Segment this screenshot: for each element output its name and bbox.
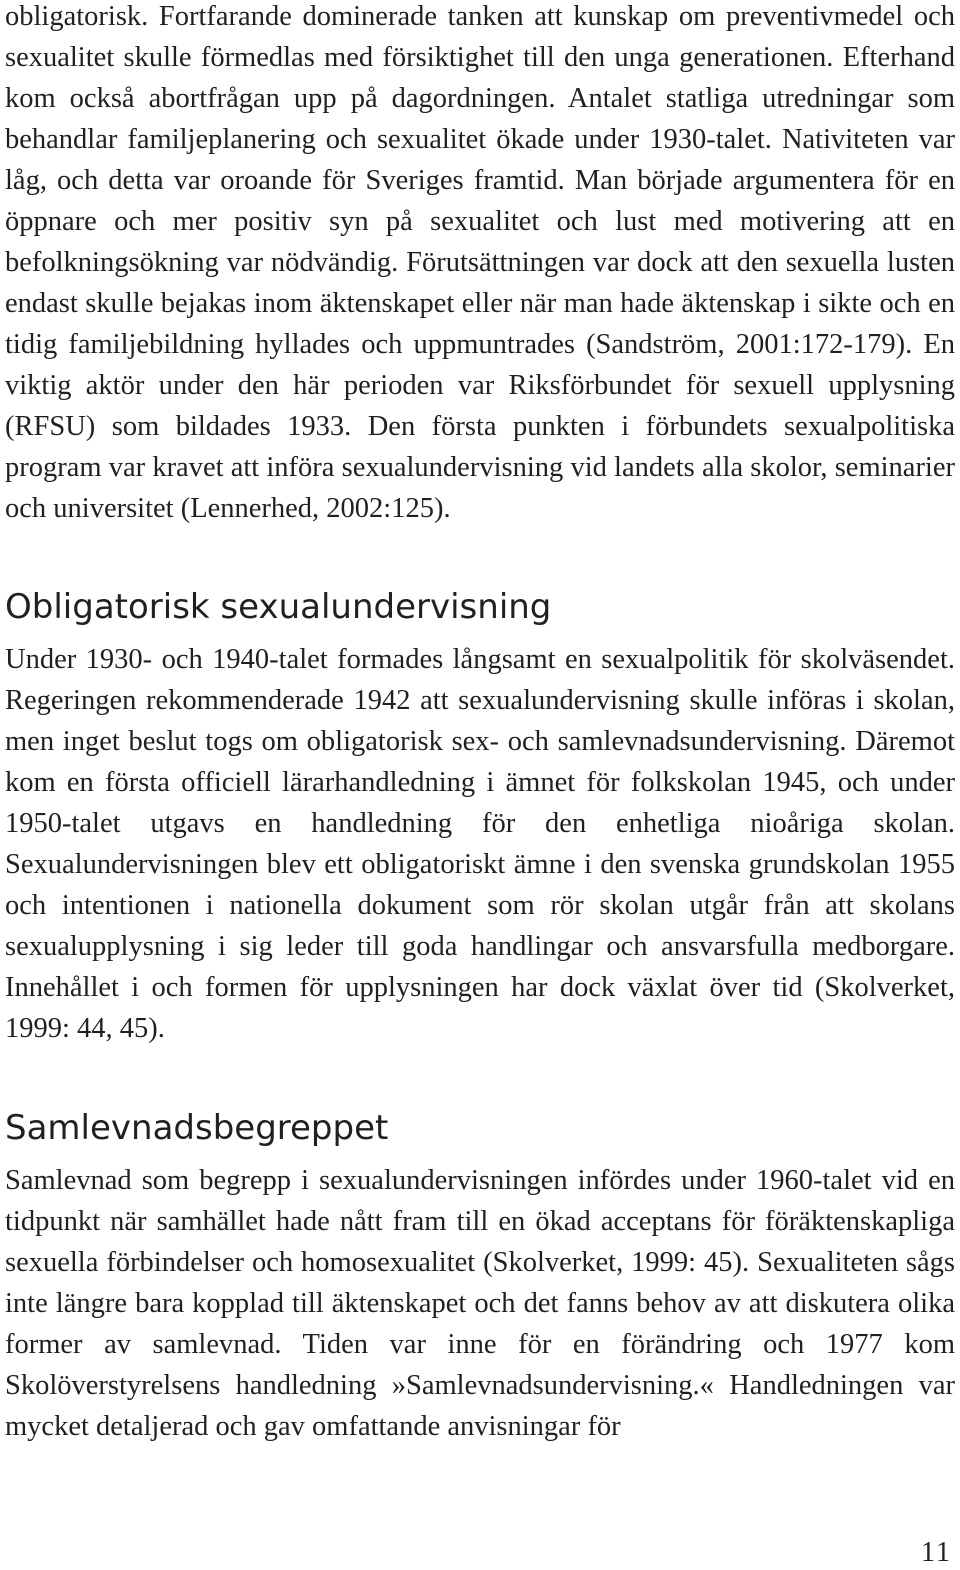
document-page [5,0,955,1447]
section-heading-obligatorisk: Obligatorisk sexualundervisning [5,587,552,627]
section-heading-samlevnad: Samlevnadsbegreppet [5,1108,389,1148]
body-paragraph-obligatorisk: Under 1930- och 1940-talet formades långsamt en sexualpolitik för skolväsendet. Regeringen rekommenderade 1942 att sexualundervisning skulle införas i skolan, men inget beslut togs om obligatorisk sex- och samlevnadsundervisning. Däremot kom en första officiell lärarhandledning i ämnet för folkskolan 1945, och under 1950-talet utgavs en handledning för den enhetliga nioåriga skolan. Sexualundervisningen blev ett obligatoriskt ämne i den svenska grundskolan 1955 och intentionen i nationella dokument som rör skolan utgår från att skolans sexualupplysning i sig leder till goda handlingar och ansvarsfulla medborgare. Innehållet i och formen för upplysningen har dock växlat över tid (Skolverket, 1999: 44, 45). [5,644,955,1044]
body-paragraph-intro: obligatorisk. Fortfarande dominerade tanken att kunskap om preventivmedel och sexualitet skulle förmedlas med försiktighet till den unga generationen. Efterhand kom också abortfrågan upp på dagordningen. Antalet statliga utredningar som behandlar familjeplanering och sexualitet ökade under 1930-talet. Nativiteten var låg, och detta var oroande för Sveriges framtid. Man började argumentera för en öppnare och mer positiv syn på sexualitet och lust med motivering att en befolkningsökning var nödvändig. Förutsättningen var dock att den sexuella lusten endast skulle bejakas inom äktenskapet eller när man hade äktenskap i sikte och en tidig familjebildning hyllades och uppmuntrades (Sandström, 2001:172-179). En viktig aktör under den här perioden var Riksförbundet för sexuell upplysning (RFSU) som bildades 1933. Den första punkten i förbundets sexualpolitiska program var kravet att införa sexualundervisning vid landets alla skolor, seminarier och universitet (Lennerhed, 2002:125). [5,1,955,524]
body-paragraph-samlevnad: Samlevnad som begrepp i sexualundervisningen infördes under 1960-talet vid en tidpunkt när samhället hade nått fram till en ökad acceptans för föräktenskapliga sexuella förbindelser och homosexualitet (Skolverket, 1999: 45). Sexualiteten sågs inte längre bara kopplad till äktenskapet och det fanns behov av att diskutera olika former av samlevnad. Tiden var inne för en förändring och 1977 kom Skolöverstyrelsens handledning »Samlevnadsundervisning.« Handledningen var mycket detaljerad och gav omfattande anvisningar för [5,1165,955,1442]
page-number: 11 [921,1537,952,1568]
